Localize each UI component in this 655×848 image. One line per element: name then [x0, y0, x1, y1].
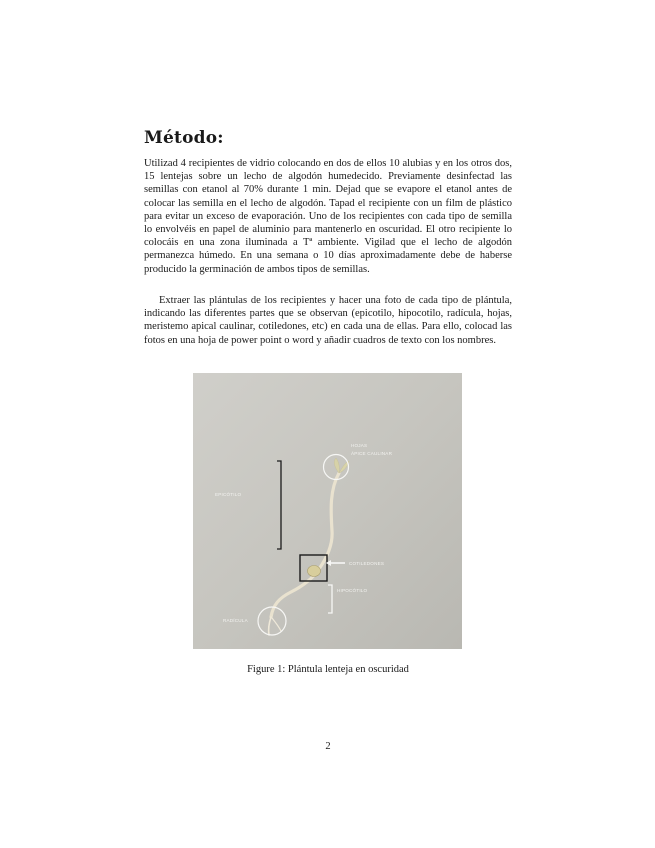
- label-hipocotilo: HIPOCÓTILO: [337, 588, 368, 593]
- label-hojas: HOJAS: [351, 443, 368, 448]
- cotyledon-seed: [308, 566, 321, 577]
- seedling-photo: [193, 373, 462, 649]
- section-title: Método:: [144, 128, 224, 148]
- label-radicula: RADÍCULA: [223, 618, 248, 623]
- paragraph-photo-instructions: Extraer las plántulas de los recipientes y hacer una foto de cada tipo de plántula, indicando las diferentes partes que se observan (epicotilo, hipocotilo, radícula, hojas, meristemo apical caulinar, cotiledones, etc) en cada una de ellas. Para ello, colocad las fotos en una hoja de power point o word y añadir cuadros de texto con los nombres.: [144, 295, 512, 346]
- label-apice-caulinar: ÁPICE CAULINAR: [351, 451, 393, 456]
- paragraph-method-steps: Utilizad 4 recipientes de vidrio colocando en dos de ellos 10 alubias y en los otros dos, 15 lentejas sobre un lecho de algodón humedecido. Previamente desinfectad las semillas con etanol al 70% durante 1 min. Dejad que se evapore el etanol antes de colocar las semilla en el lecho de algodón. Tapad el recipiente con un film de plástico para evitar un exceso de evaporación. Uno de los recipientes con cada tipo de semilla lo envolvéis en papel de aluminio para mantenerlo en oscuridad. El otro recipiente lo colocáis en una zona iluminada a Tª ambiente. Vigilad que el lecho de algodón permanezca húmedo. En una semana o 10 días aproximadamente debe de haberse producido la germinación de ambos tipos de semillas.: [144, 158, 512, 275]
- photo-background: [193, 373, 462, 649]
- page-number: 2: [325, 741, 331, 752]
- figure-caption: Figure 1: Plántula lenteja en oscuridad: [247, 664, 409, 675]
- label-epicotilo: EPICÓTILO: [215, 492, 242, 497]
- label-cotiledones: COTILEDONES: [349, 561, 385, 566]
